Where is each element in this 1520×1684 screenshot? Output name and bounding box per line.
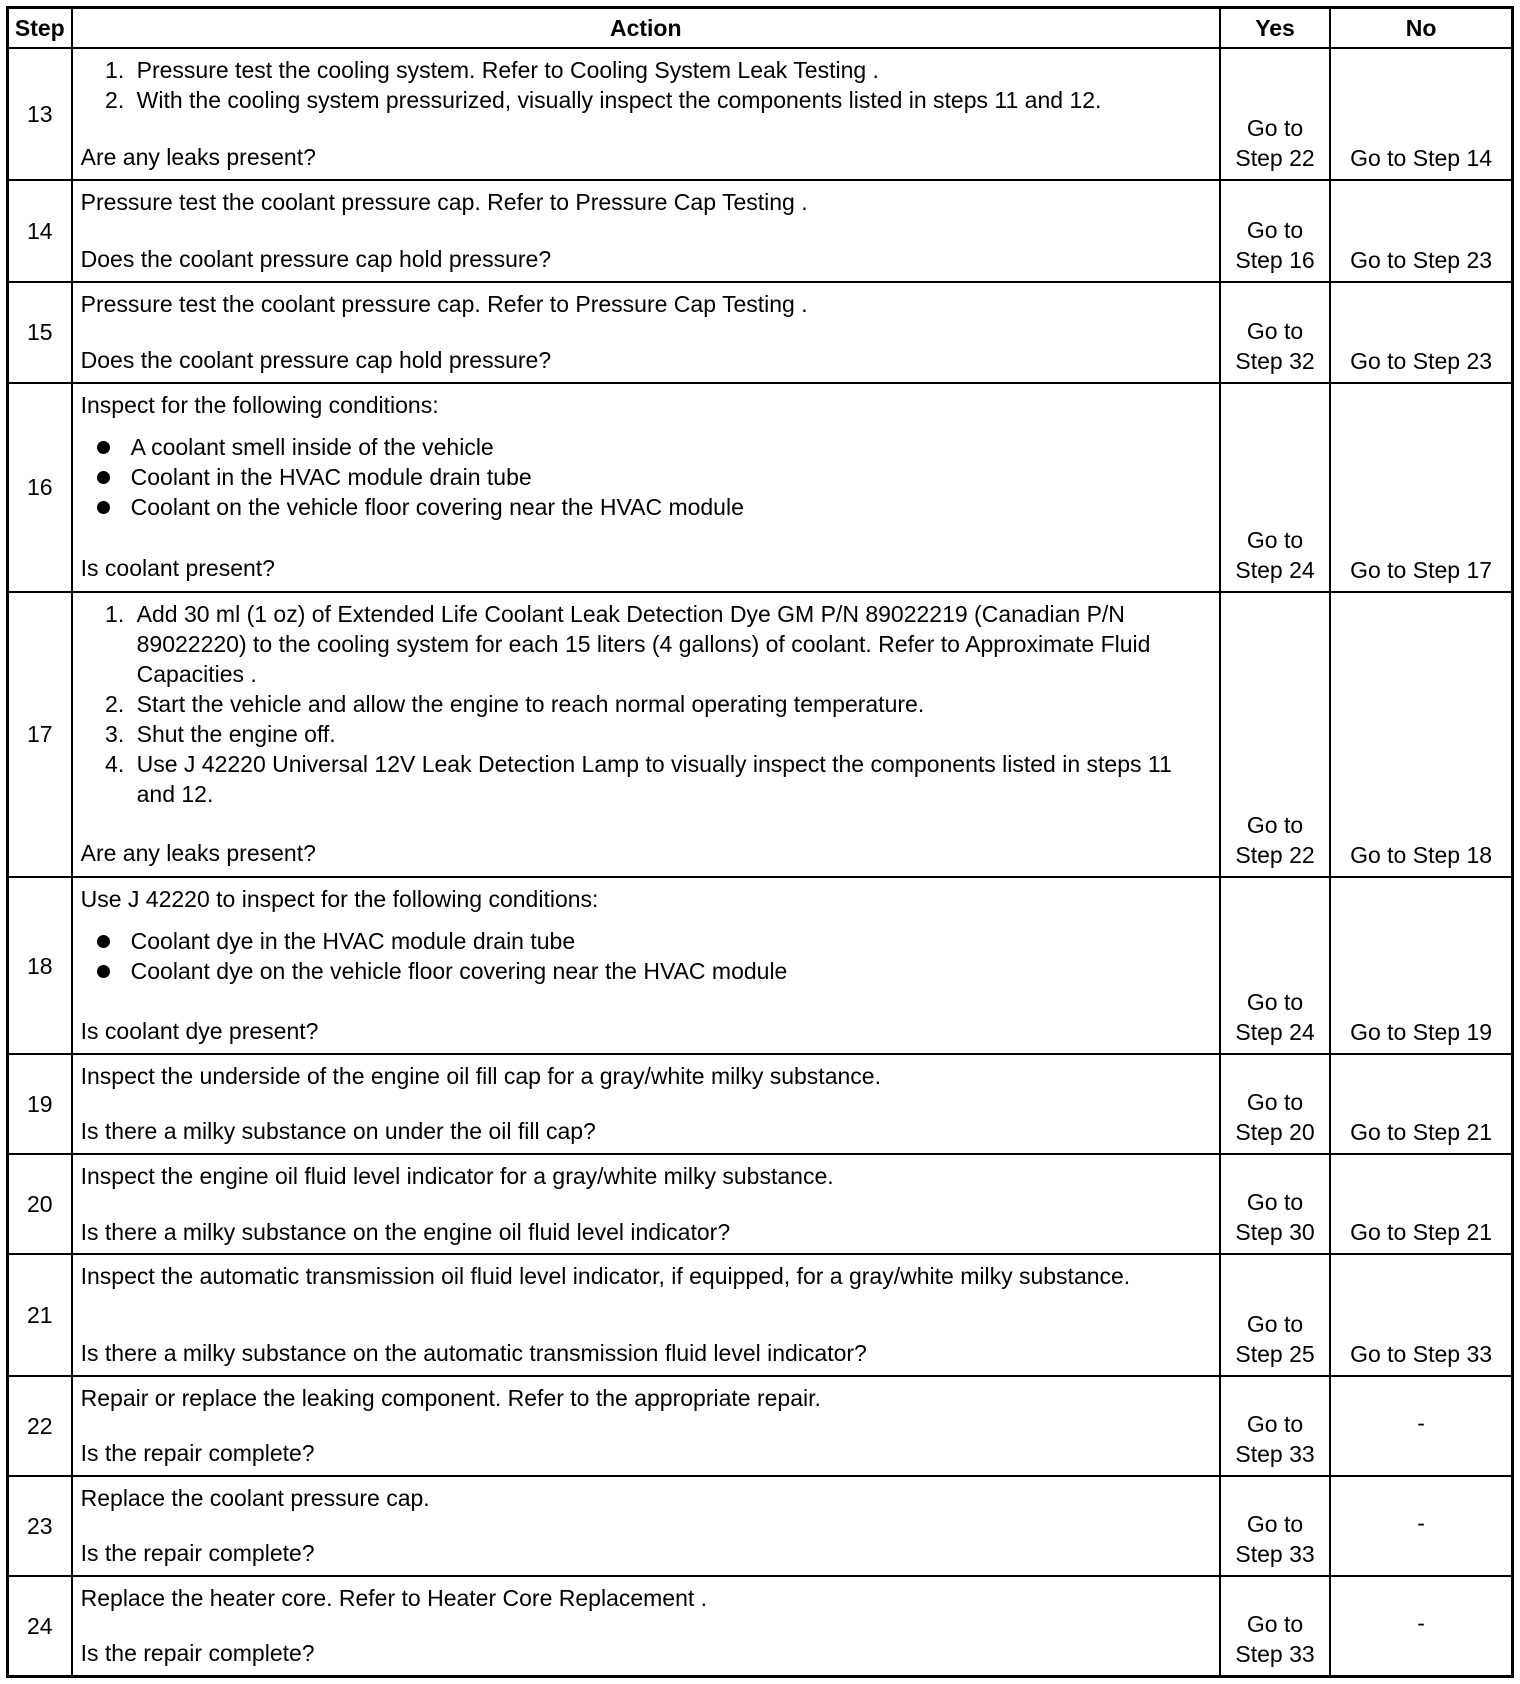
action-question: Is the repair complete? xyxy=(80,1640,315,1667)
yes-result-line1: Go to xyxy=(1246,317,1304,344)
action-question: Is there a milky substance on the automatic transmission fluid level indicator? xyxy=(80,1339,867,1366)
yes-result-line1: Go to xyxy=(1246,1310,1304,1337)
action-question: Is the repair complete? xyxy=(80,1539,315,1566)
step-number: 19 xyxy=(8,1054,72,1154)
numbered-instruction: 3. Shut the engine off. xyxy=(131,719,1211,749)
no-result: Go to Step 21 xyxy=(1330,1154,1512,1254)
table-row xyxy=(8,1154,1513,1254)
step-number: 14 xyxy=(8,180,72,281)
step-number: 15 xyxy=(8,282,72,383)
yes-result-line1: Go to xyxy=(1246,1189,1304,1216)
table-row xyxy=(8,1376,1513,1476)
yes-result xyxy=(1220,1154,1330,1254)
step-number: 23 xyxy=(8,1476,72,1576)
numbered-instruction: 1. Add 30 ml (1 oz) of Extended Life Coolant Leak Detection Dye GM P/N 89022219 (Canadian P/N 89022220) to the cooling system for each 15 liters (4 gallons) of coolant. Refer to Approximate Fluid Capacities . xyxy=(131,599,1211,689)
yes-result-line2: Step 32 xyxy=(1235,347,1315,374)
bulleted-conditions xyxy=(81,432,1211,522)
yes-result-line2: Step 20 xyxy=(1235,1119,1315,1146)
no-result: - xyxy=(1330,1376,1512,1476)
bullet-condition: Coolant on the vehicle floor covering near the HVAC module xyxy=(131,492,1211,522)
yes-result-line2: Step 33 xyxy=(1235,1540,1315,1567)
yes-result-line1: Go to xyxy=(1246,115,1304,142)
table-row xyxy=(8,282,1513,383)
step-number: 13 xyxy=(8,48,72,180)
no-result: Go to Step 21 xyxy=(1330,1054,1512,1154)
table-row xyxy=(8,180,1513,281)
header-no: No xyxy=(1330,8,1512,49)
table-row xyxy=(8,1254,1513,1375)
action-instruction: Inspect the underside of the engine oil fill cap for a gray/white milky substance. xyxy=(80,1063,881,1090)
step-number: 16 xyxy=(8,383,72,592)
numbered-instructions xyxy=(81,55,1211,115)
no-result: Go to Step 19 xyxy=(1330,877,1512,1054)
table-row xyxy=(8,48,1513,180)
no-result: Go to Step 23 xyxy=(1330,282,1512,383)
step-number: 18 xyxy=(8,877,72,1054)
yes-result-line2: Step 24 xyxy=(1235,1019,1315,1046)
action-cell xyxy=(72,1476,1220,1576)
action-cell xyxy=(72,1376,1220,1476)
header-yes: Yes xyxy=(1220,8,1330,49)
step-number: 24 xyxy=(8,1576,72,1677)
step-number: 21 xyxy=(8,1254,72,1375)
action-question: Is there a milky substance on the engine oil fluid level indicator? xyxy=(80,1218,731,1245)
table-row xyxy=(8,877,1513,1054)
yes-result-line2: Step 30 xyxy=(1235,1219,1315,1246)
action-question: Does the coolant pressure cap hold pressure? xyxy=(80,245,552,272)
yes-result-line1: Go to xyxy=(1246,1089,1304,1116)
step-number: 20 xyxy=(8,1154,72,1254)
action-question: Is the repair complete? xyxy=(80,1439,315,1466)
yes-result-line2: Step 25 xyxy=(1235,1340,1315,1367)
yes-result-line1: Go to xyxy=(1246,1611,1304,1637)
action-cell xyxy=(72,592,1220,877)
table-row xyxy=(8,1054,1513,1154)
table-row xyxy=(8,1476,1513,1576)
numbered-instruction: 2. With the cooling system pressurized, visually inspect the components listed in steps 11 and 12. xyxy=(131,85,1211,115)
action-cell xyxy=(72,180,1220,281)
action-instruction: Pressure test the coolant pressure cap. Refer to Pressure Cap Testing . xyxy=(80,189,808,216)
numbered-instructions xyxy=(81,599,1211,809)
step-number: 22 xyxy=(8,1376,72,1476)
table-body xyxy=(8,48,1513,1677)
yes-result xyxy=(1220,180,1330,281)
no-result: Go to Step 14 xyxy=(1330,48,1512,180)
action-instruction: Inspect the automatic transmission oil fluid level indicator, if equipped, for a gray/white milky substance. xyxy=(80,1263,1131,1290)
yes-result xyxy=(1220,592,1330,877)
table-row xyxy=(8,592,1513,877)
action-instruction: Inspect the engine oil fluid level indicator for a gray/white milky substance. xyxy=(80,1163,834,1190)
yes-result-line2: Step 22 xyxy=(1235,145,1315,172)
yes-result xyxy=(1220,1476,1330,1576)
numbered-instruction: 2. Start the vehicle and allow the engine to reach normal operating temperature. xyxy=(131,689,1211,719)
action-instruction: Replace the coolant pressure cap. xyxy=(80,1484,430,1511)
yes-result-line2: Step 33 xyxy=(1235,1641,1315,1667)
header-step: Step xyxy=(8,8,72,49)
numbered-instruction: 4. Use J 42220 Universal 12V Leak Detection Lamp to visually inspect the components listed in steps 11 and 12. xyxy=(131,749,1211,809)
table-header-row xyxy=(8,8,1513,49)
yes-result xyxy=(1220,1054,1330,1154)
yes-result xyxy=(1220,1254,1330,1375)
yes-result xyxy=(1220,383,1330,592)
action-question: Is there a milky substance on under the oil fill cap? xyxy=(80,1118,596,1145)
bullet-condition: Coolant in the HVAC module drain tube xyxy=(131,462,1211,492)
yes-result-line1: Go to xyxy=(1246,1510,1304,1537)
yes-result xyxy=(1220,1376,1330,1476)
table-row xyxy=(8,383,1513,592)
action-cell xyxy=(72,383,1220,592)
yes-result xyxy=(1220,1576,1330,1677)
yes-result-line1: Go to xyxy=(1246,216,1304,243)
no-result: Go to Step 23 xyxy=(1330,180,1512,281)
table-row xyxy=(8,1576,1513,1677)
bullet-condition: Coolant dye on the vehicle floor covering near the HVAC module xyxy=(131,956,1211,986)
action-question: Are any leaks present? xyxy=(80,839,316,866)
yes-result xyxy=(1220,48,1330,180)
no-result: Go to Step 17 xyxy=(1330,383,1512,592)
yes-result-line1: Go to xyxy=(1246,812,1304,839)
yes-result-line2: Step 22 xyxy=(1235,842,1315,869)
action-instruction: Repair or replace the leaking component. Refer to the appropriate repair. xyxy=(80,1384,821,1411)
action-question: Does the coolant pressure cap hold pressure? xyxy=(80,346,552,373)
step-number: 17 xyxy=(8,592,72,877)
yes-result-line2: Step 16 xyxy=(1235,246,1315,273)
bullet-condition: A coolant smell inside of the vehicle xyxy=(131,432,1211,462)
no-result: Go to Step 18 xyxy=(1330,592,1512,877)
action-cell xyxy=(72,1054,1220,1154)
yes-result xyxy=(1220,282,1330,383)
yes-result-line2: Step 24 xyxy=(1235,556,1315,583)
action-instruction: Inspect for the following conditions: xyxy=(80,391,439,418)
action-question: Is coolant dye present? xyxy=(80,1017,319,1044)
action-question: Is coolant present? xyxy=(80,554,275,581)
action-cell xyxy=(72,1154,1220,1254)
yes-result xyxy=(1220,877,1330,1054)
yes-result-line2: Step 33 xyxy=(1235,1440,1315,1467)
action-cell xyxy=(72,282,1220,383)
no-result: - xyxy=(1330,1476,1512,1576)
action-cell xyxy=(72,1576,1220,1677)
numbered-instruction: 1. Pressure test the cooling system. Refer to Cooling System Leak Testing . xyxy=(131,55,1211,85)
yes-result-line1: Go to xyxy=(1246,1410,1304,1437)
no-result: Go to Step 33 xyxy=(1330,1254,1512,1375)
action-question: Are any leaks present? xyxy=(80,144,316,171)
yes-result-line1: Go to xyxy=(1246,526,1304,553)
action-instruction: Replace the heater core. Refer to Heater Core Replacement . xyxy=(80,1584,708,1611)
action-cell xyxy=(72,1254,1220,1375)
action-instruction: Pressure test the coolant pressure cap. Refer to Pressure Cap Testing . xyxy=(80,290,808,317)
no-result: - xyxy=(1330,1576,1512,1677)
action-cell xyxy=(72,877,1220,1054)
action-instruction: Use J 42220 to inspect for the following conditions: xyxy=(80,886,599,913)
yes-result-line1: Go to xyxy=(1246,989,1304,1016)
action-cell xyxy=(72,48,1220,180)
diagnostic-table-container xyxy=(6,6,1514,1678)
header-action: Action xyxy=(72,8,1220,49)
diagnostic-table xyxy=(6,6,1514,1678)
bullet-condition: Coolant dye in the HVAC module drain tube xyxy=(131,926,1211,956)
bulleted-conditions xyxy=(81,926,1211,986)
